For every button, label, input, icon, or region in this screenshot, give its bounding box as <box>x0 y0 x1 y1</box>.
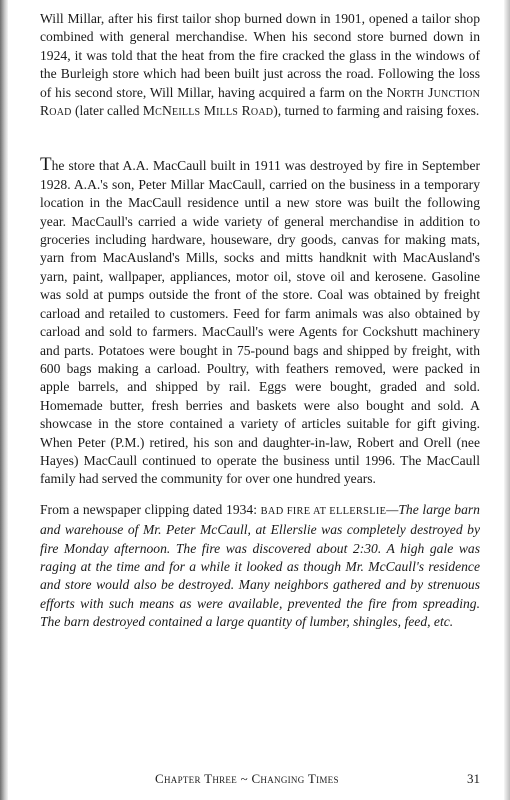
p1-text-part3: ), turned to farming and raising foxes. <box>273 103 480 119</box>
p3-intro: From a newspaper clipping dated 1934: <box>40 501 261 517</box>
page-number: 31 <box>467 771 480 786</box>
p1-text-part2: (later called <box>71 103 143 119</box>
paragraph-will-millar <box>40 10 480 120</box>
p1-text-part1: Will Millar, after his first tailor shop burned down in 1901, opened a tailor shop combined with general merchandise. When his second store burned down in 1924, it was told that the heat from the fire cracked the glass in the windows of the Burleigh store which had been built just across the road. Following the loss of his second store, Will Millar, having acquired a farm on the <box>40 11 480 100</box>
paragraph-maccaull-store <box>40 156 480 488</box>
initial-letter: T <box>40 154 52 176</box>
p2-text: he store that A.A. MacCaull built in 1911 was destroyed by fire in September 1928. A.A.'s son, Peter Millar MacCaull, carried on the business in a temporary location in the MacCaull residence until a new store was built the following year. MacCaull's carried a wide variety of general merchandise in addition to groceries including hardware, houseware, dry goods, canvas for making mats, yarn from MacAusland's Mills, socks and mitts handknit with MacAusland's yarn, paint, wallpaper, appliances, motor oil, stove oil and kerosene. Gasoline was sold at pumps outside the front of the store. Coal was obtained by freight carload and retailed to customers. Feed for farm animals was also obtained by carload and sold to farmers. MacCaull's were Agents for Cockshutt machinery and parts. Potatoes were bought in 75-pound bags and shipped by freight, with 600 bags making a carload. Poultry, with feathers removed, were packed in apple barrels, and shipped by rail. Eggs were bought, graded and sold. Homemade butter, fresh berries and baskets were also bought and sold. A showcase in the store contained a variety of articles suitable for gift giving. When Peter (P.M.) retired, his son and daughter-in-law, Robert and Orell (nee Hayes) MacCaull continued to operate the business until 1996. The MacCaull family had served the community for over one hundred years. <box>40 158 480 487</box>
chapter-title: Chapter Three ~ Changing Times <box>155 771 339 786</box>
clipping-headline: BAD FIRE AT ELLERSLIE <box>260 505 387 517</box>
paragraph-newspaper-clipping <box>40 501 480 632</box>
page-body <box>40 10 480 632</box>
road-name-north-junction: North Junction Road <box>40 84 480 119</box>
road-name-mcneills-mills: McNeills Mills Road <box>142 103 274 119</box>
page-binding-shadow <box>0 0 8 800</box>
clipping-quote: —The large barn and warehouse of Mr. Peter McCaull, at Ellerslie was completely destroyed by fire Monday afternoon. The fire was discovered about 2:30. A high gale was raging at the time and for a while it looked as though Mr. McCaull's residence and store would also be destroyed. Many neighbors gathered and by strenuous efforts with such means as were available, prevented the fire from spreading. The barn destroyed contained a large quantity of lumber, shingles, feed, etc. <box>40 501 480 630</box>
page-edge <box>504 0 510 800</box>
